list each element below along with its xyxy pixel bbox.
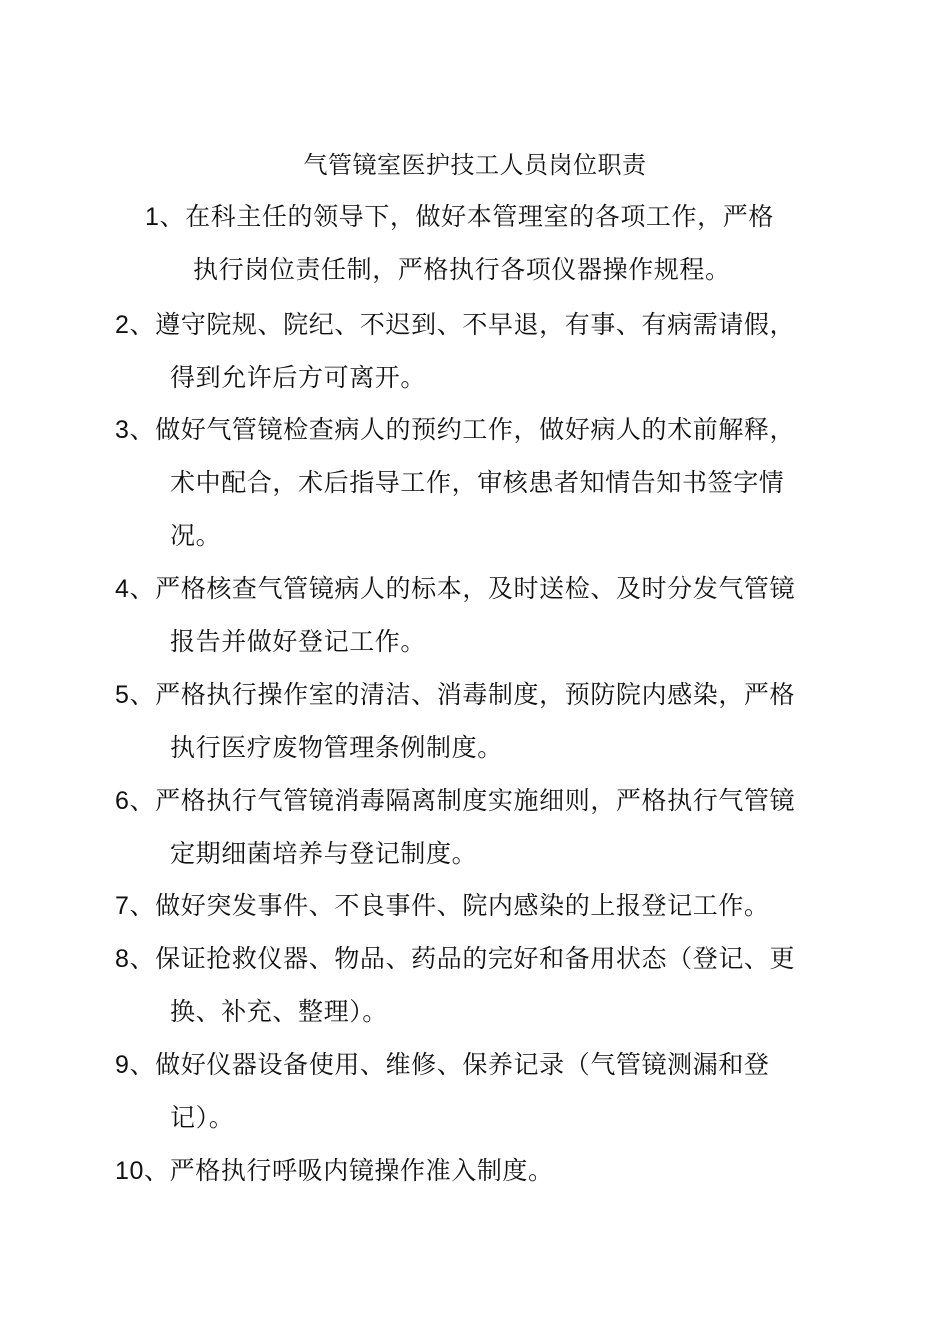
list-item-1-line-1 — [145, 199, 774, 235]
item-separator: 、 — [159, 202, 186, 231]
item-number: 2 — [115, 311, 130, 339]
list-item-1-line-2: 执行岗位责任制，严格执行各项仪器操作规程。 — [193, 255, 731, 284]
item-text: 严格执行操作室的清洁、消毒制度，预防院内感染，严格 — [155, 680, 796, 709]
item-text: 在科主任的领导下，做好本管理室的各项工作，严格 — [185, 202, 774, 231]
item-separator: 、 — [129, 786, 156, 815]
item-text: 严格核查气管镜病人的标本，及时送检、及时分发气管镜 — [155, 574, 796, 603]
item-separator: 、 — [129, 891, 156, 920]
item-separator: 、 — [129, 415, 156, 444]
item-text: 严格执行呼吸内镜操作准入制度。 — [169, 1156, 554, 1185]
item-separator: 、 — [129, 310, 156, 339]
list-item-6-line-2: 定期细菌培养与登记制度。 — [170, 839, 478, 868]
list-item-9-line-2: 记）。 — [170, 1103, 235, 1132]
item-number: 5 — [115, 681, 130, 709]
item-separator: 、 — [129, 680, 156, 709]
list-item-2-line-1 — [115, 307, 795, 343]
list-item-5-line-1 — [115, 677, 795, 713]
item-separator: 、 — [129, 944, 156, 973]
item-separator: 、 — [144, 1156, 170, 1185]
item-number: 6 — [115, 787, 130, 815]
item-text: 遵守院规、院纪、不迟到、不早退，有事、有病需请假， — [155, 310, 796, 339]
item-number: 4 — [115, 575, 130, 603]
item-text: 做好气管镜检查病人的预约工作，做好病人的术前解释， — [155, 415, 796, 444]
list-item-7-line-1 — [115, 888, 770, 924]
item-number: 7 — [115, 892, 130, 920]
list-item-4-line-2: 报告并做好登记工作。 — [170, 627, 427, 656]
list-item-3-line-2: 术中配合，术后指导工作，审核患者知情告知书签字情 — [170, 468, 785, 497]
item-number: 10 — [115, 1157, 145, 1185]
item-text: 保证抢救仪器、物品、药品的完好和备用状态（登记、更 — [155, 944, 796, 973]
item-number: 9 — [115, 1051, 130, 1079]
list-item-6-line-1 — [115, 783, 795, 819]
list-item-2-line-2: 得到允许后方可离开。 — [170, 363, 427, 392]
list-item-8-line-2: 换、补充、整理）。 — [170, 997, 388, 1026]
item-number: 1 — [145, 203, 160, 231]
list-item-5-line-2: 执行医疗废物管理条例制度。 — [170, 733, 503, 762]
item-separator: 、 — [129, 574, 156, 603]
item-text: 做好仪器设备使用、维修、保养记录（气管镜测漏和登 — [155, 1050, 770, 1079]
item-text: 严格执行气管镜消毒隔离制度实施细则，严格执行气管镜 — [155, 786, 796, 815]
list-item-3-line-1 — [115, 412, 795, 448]
item-separator: 、 — [129, 1050, 156, 1079]
item-text: 做好突发事件、不良事件、院内感染的上报登记工作。 — [155, 891, 770, 920]
list-item-4-line-1 — [115, 571, 795, 607]
list-item-10-line-1 — [115, 1153, 554, 1189]
document-title: 气管镜室医护技工人员岗位职责 — [303, 151, 647, 179]
list-item-9-line-1 — [115, 1047, 770, 1083]
item-number: 3 — [115, 416, 130, 444]
list-item-8-line-1 — [115, 941, 795, 977]
list-item-3-line-3: 况。 — [170, 521, 222, 550]
item-number: 8 — [115, 945, 130, 973]
